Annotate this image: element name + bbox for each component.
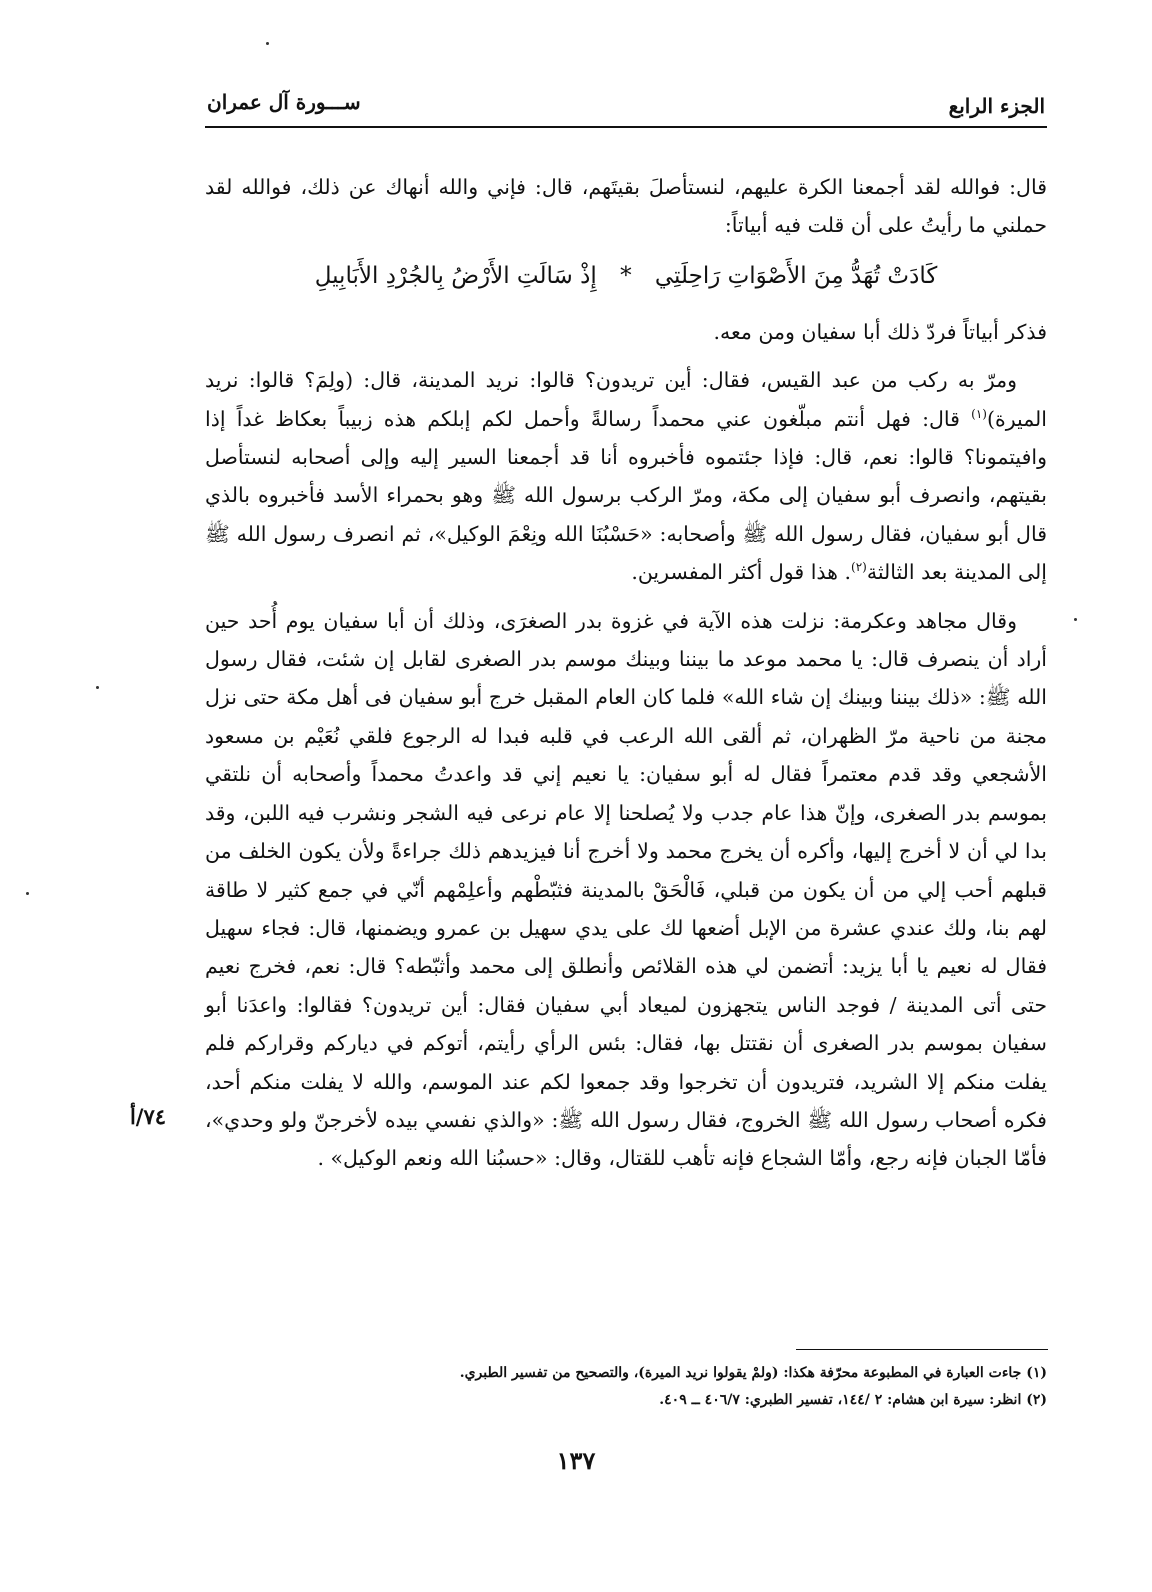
poem-verse bbox=[205, 253, 1047, 299]
running-header bbox=[205, 90, 1047, 128]
poem-separator: * bbox=[620, 262, 632, 289]
footnote-divider bbox=[796, 1349, 1048, 1350]
scan-speck bbox=[266, 42, 269, 45]
poem-second-hemistich: إِذْ سَالَتِ الأَرْضُ بِالجُرْدِ الأَبَابِيلِ bbox=[314, 262, 597, 289]
paragraph-4: وقال مجاهد وعكرمة: نزلت هذه الآية في غزوة بدر الصغرَى، وذلك أن أبا سفيان يوم أُحد حين أراد أن ينصرف قال: يا محمد موعد ما بيننا وبينك موسم بدر الصغرى لقابل إن شئت، فقال رسول الله ﷺ: «ذلك بيننا وبينك إن شاء الله» فلما كان العام المقبل خرج أبو سفيان فى أهل مكة حتى نزل مجنة من ناحية مرّ الظهران، ثم ألقى الله الرعب في قلبه فبدا له الرجوع فلقي نُعَيْم بن مسعود الأشجعي وقد قدم معتمراً فقال له أبو سفيان: يا نعيم إني قد واعدتُ محمداً وأصحابه أن نلتقي بموسم بدر الصغرى، وإنّ هذا عام جدب ولا يُصلحنا إلا عام نرعى فيه الشجر ونشرب فيه اللبن، وقد بدا لي أن لا أخرج إليها، وأكره أن يخرج محمد ولا أخرج أنا فيزيدهم ذلك جراءةً ولأن يكون الخلف من قبلهم أحب إلي من أن يكون من قبلي، فَالْحَقْ بالمدينة فثبّطْهم وأعلِمْهم أنّي في جمع كثير لا طاقة لهم بنا، ولك عندي عشرة من الإبل أضعها لك على يدي سهيل بن عمرو ويضمنها، قال: فجاء سهيل فقال له نعيم يا أبا يزيد: أتضمن لي هذه القلائص وأنطلق إلى محمد وأثبّطه؟ قال: نعم، فخرج نعيم حتى أتى المدينة / فوجد الناس يتجهزون لميعاد أبي سفيان فقال: أين تريدون؟ فقالوا: واعدَنا أبو سفيان بموسم بدر الصغرى أن نقتتل بها، فقال: بئس الرأي رأيتم، أتوكم في دياركم وقراركم فلم يفلت منكم إلا الشريد، فتريدون أن تخرجوا وقد جمعوا لكم عند الموسم، والله لا يفلت منكم أحد، فكره أصحاب رسول الله ﷺ الخروج، فقال رسول الله ﷺ: «والذي نفسي بيده لأخرجنّ ولو وحدي»، فأمّا الجبان فإنه رجع، وأمّا الشجاع فإنه تأهب للقتال، وقال: «حسبُنا الله ونعم الوكيل» . bbox=[205, 608, 1047, 1171]
main-text bbox=[205, 168, 1047, 1178]
footnote-2: (٢) انظر: سيرة ابن هشام: ٢ /١٤٤، تفسير الطبري: ٤٠٦/٧ ــ ٤٠٩. bbox=[659, 1392, 1047, 1408]
footnote-ref-1[interactable]: (١) bbox=[971, 406, 987, 421]
paragraph-3-continued: قال: فهل أنتم مبلّغون عني محمداً رسالةً وأحمل لكم إبلكم هذه زبيباً بعكاظ غداً إذا وافيتمونا؟ قالوا: نعم، قال: فإذا جئتموه فأخبروه أنا قد أجمعنا السير إليه وإلى أصحابه لنستأصل بقيتهم، وانصرف أبو سفيان إلى مكة، ومرّ الركب برسول الله ﷺ وهو بحمراء الأسد فأخبروه بالذي قال أبو سفيان، فقال رسول الله ﷺ وأصحابه: «حَسْبُنَا الله ونِعْمَ الوكيل»، ثم انصرف رسول الله ﷺ إلى المدينة بعد الثالثة bbox=[205, 406, 1047, 585]
paragraph-2: فذكر أبياتاً فردّ ذلك أبا سفيان ومن معه. bbox=[713, 319, 1047, 344]
header-surah-title: ســـورة آل عمران bbox=[207, 90, 361, 114]
footnote-ref-2[interactable]: (٢) bbox=[851, 560, 867, 575]
footnotes bbox=[205, 1360, 1047, 1414]
scan-speck bbox=[96, 686, 99, 689]
paragraph-3-end: . هذا قول أكثر المفسرين. bbox=[631, 560, 851, 585]
header-part-title: الجزء الرابع bbox=[948, 94, 1045, 118]
poem-first-hemistich: كَادَتْ تُهَدُّ مِنَ الأَصْوَاتِ رَاحِلَتِي bbox=[654, 262, 938, 289]
paragraph-3-text: ومرّ به ركب من عبد القيس، فقال: أين تريدون؟ قالوا: نريد المدينة، قال: (ولِمَ؟ قالوا: نريد الميرة) bbox=[205, 368, 1047, 431]
paragraph-3 bbox=[205, 361, 1047, 591]
footnote-1: (١) جاءت العبارة في المطبوعة محرّفة هكذا: (ولمْ يقولوا نريد الميرة)، والتصحيح من تفسير الطبري. bbox=[459, 1365, 1047, 1381]
paragraph-1: قال: فوالله لقد أجمعنا الكرة عليهم، لنستأصلَ بقيتَهم، قال: فإني والله أنهاك عن ذلك، فوالله لقد حملني ما رأيتُ على أن قلت فيه أبياتاً: bbox=[205, 175, 1047, 238]
page-number: ١٣٧ bbox=[556, 1446, 596, 1475]
scan-speck bbox=[1074, 618, 1077, 621]
manuscript-folio-note: ٧٤/أ bbox=[129, 1104, 167, 1129]
scan-speck bbox=[26, 892, 29, 895]
